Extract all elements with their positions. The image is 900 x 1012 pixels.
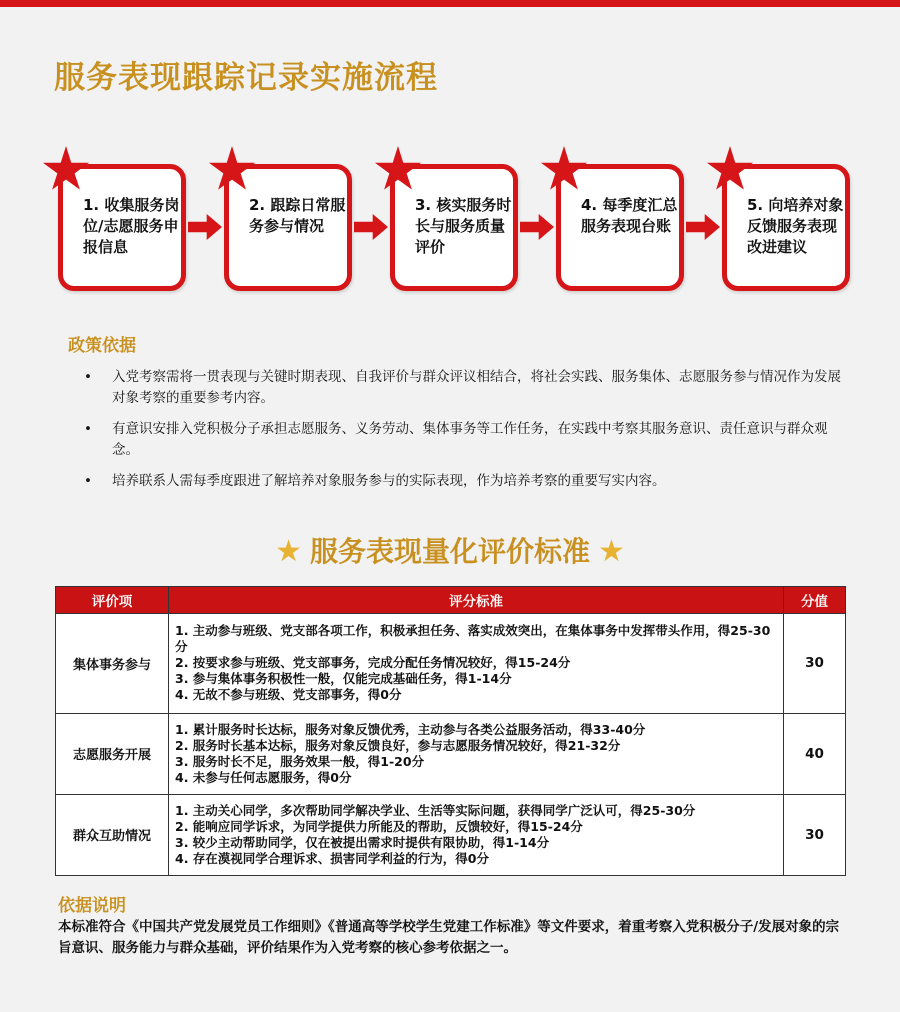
criteria-line: 3. 服务时长不足，服务效果一般，得1-20分 [175,753,425,769]
standards-title [0,530,900,570]
score-cell: 30 [784,614,846,714]
criteria-cell [169,794,784,875]
item-cell: 群众互助情况 [56,794,169,875]
step-label-2: 2. 跟踪日常服务参与情况 [249,196,346,235]
bullet-icon: • [84,473,92,489]
score-cell: 40 [784,713,846,794]
header-item: 评价项 [56,587,169,614]
basis-text: 本标准符合《中国共产党发展党员工作细则》《普通高等学校学生党建工作标准》等文件要求，着重考察入党积极分子/发展对象的宗旨意识、服务能力与群众基础，评价结果作为入党考察的核心参考依据之一。 [58,919,840,956]
criteria-line: 3. 较少主动帮助同学，仅在被提出需求时提供有限协助，得1-14分 [175,834,550,850]
criteria-line: 1. 主动关心同学，多次帮助同学解决学业、生活等实际问题，获得同学广泛认可，得25-30分 [175,802,696,818]
step-label-4: 4. 每季度汇总服务表现台账 [581,196,678,235]
arrow-right-icon [520,214,554,240]
basis-heading: 依据说明 [58,896,126,916]
criteria-line: 4. 无故不参与班级、党支部事务，得0分 [175,687,402,703]
criteria-line: 4. 存在漠视同学合理诉求、损害同学利益的行为，得0分 [175,850,489,866]
star-icon: ★ [598,534,625,569]
policy-list [84,367,844,502]
step-label-5: 5. 向培养对象反馈服务表现改进建议 [747,196,844,256]
criteria-line: 2. 按要求参与班级、党支部事务，完成分配任务情况较好，得15-24分 [175,655,571,671]
page-title: 服务表现跟踪记录实施流程 [54,60,438,96]
criteria-line: 1. 累计服务时长达标，服务对象反馈优秀，主动参与各类公益服务活动，得33-40分 [175,721,646,737]
standards-title-text: 服务表现量化评价标准 [309,535,590,568]
criteria-line: 3. 参与集体事务积极性一般，仅能完成基础任务，得1-14分 [175,671,512,687]
score-cell: 30 [784,794,846,875]
criteria-cell [169,713,784,794]
table-row [56,713,846,794]
step-label-1: 1. 收集服务岗位/志愿服务申报信息 [83,196,180,256]
bullet-icon: • [84,421,92,437]
policy-item-text: 有意识安排入党积极分子承担志愿服务、义务劳动、集体事务等工作任务，在实践中考察其服务意识、责任意识与群众观念。 [112,421,828,458]
policy-item [84,367,844,409]
criteria-cell [169,614,784,714]
table-header-row [56,587,846,614]
policy-item-text: 入党考察需将一贯表现与关键时期表现、自我评价与群众评议相结合，将社会实践、服务集体、志愿服务参与情况作为发展对象考察的重要参考内容。 [112,369,841,406]
evaluation-table [55,586,846,876]
step-label-3: 3. 核实服务时长与服务质量评价 [415,196,512,256]
bullet-icon: • [84,369,92,385]
top-accent-bar [0,0,900,7]
header-criteria: 评分标准 [169,587,784,614]
criteria-line: 1. 主动参与班级、党支部各项工作，积极承担任务、落实成效突出，在集体事务中发挥带头作用，得25-30分 [175,623,771,655]
criteria-line: 2. 能响应同学诉求，为同学提供力所能及的帮助，反馈较好，得15-24分 [175,818,583,834]
arrow-right-icon [188,214,222,240]
table-row [56,614,846,714]
item-cell: 志愿服务开展 [56,713,169,794]
policy-heading: 政策依据 [68,336,136,356]
star-icon: ★ [275,534,302,569]
process-flow [0,140,900,300]
policy-item-text: 培养联系人需每季度跟进了解培养对象服务参与的实际表现，作为培养考察的重要写实内容。 [112,473,666,489]
criteria-line: 4. 未参与任何志愿服务，得0分 [175,769,352,785]
criteria-line: 2. 服务时长基本达标，服务对象反馈良好，参与志愿服务情况较好，得21-32分 [175,737,621,753]
header-score: 分值 [784,587,846,614]
arrow-right-icon [686,214,720,240]
table-row [56,794,846,875]
item-cell: 集体事务参与 [56,614,169,714]
policy-item [84,419,844,461]
arrow-right-icon [354,214,388,240]
policy-item [84,471,844,492]
